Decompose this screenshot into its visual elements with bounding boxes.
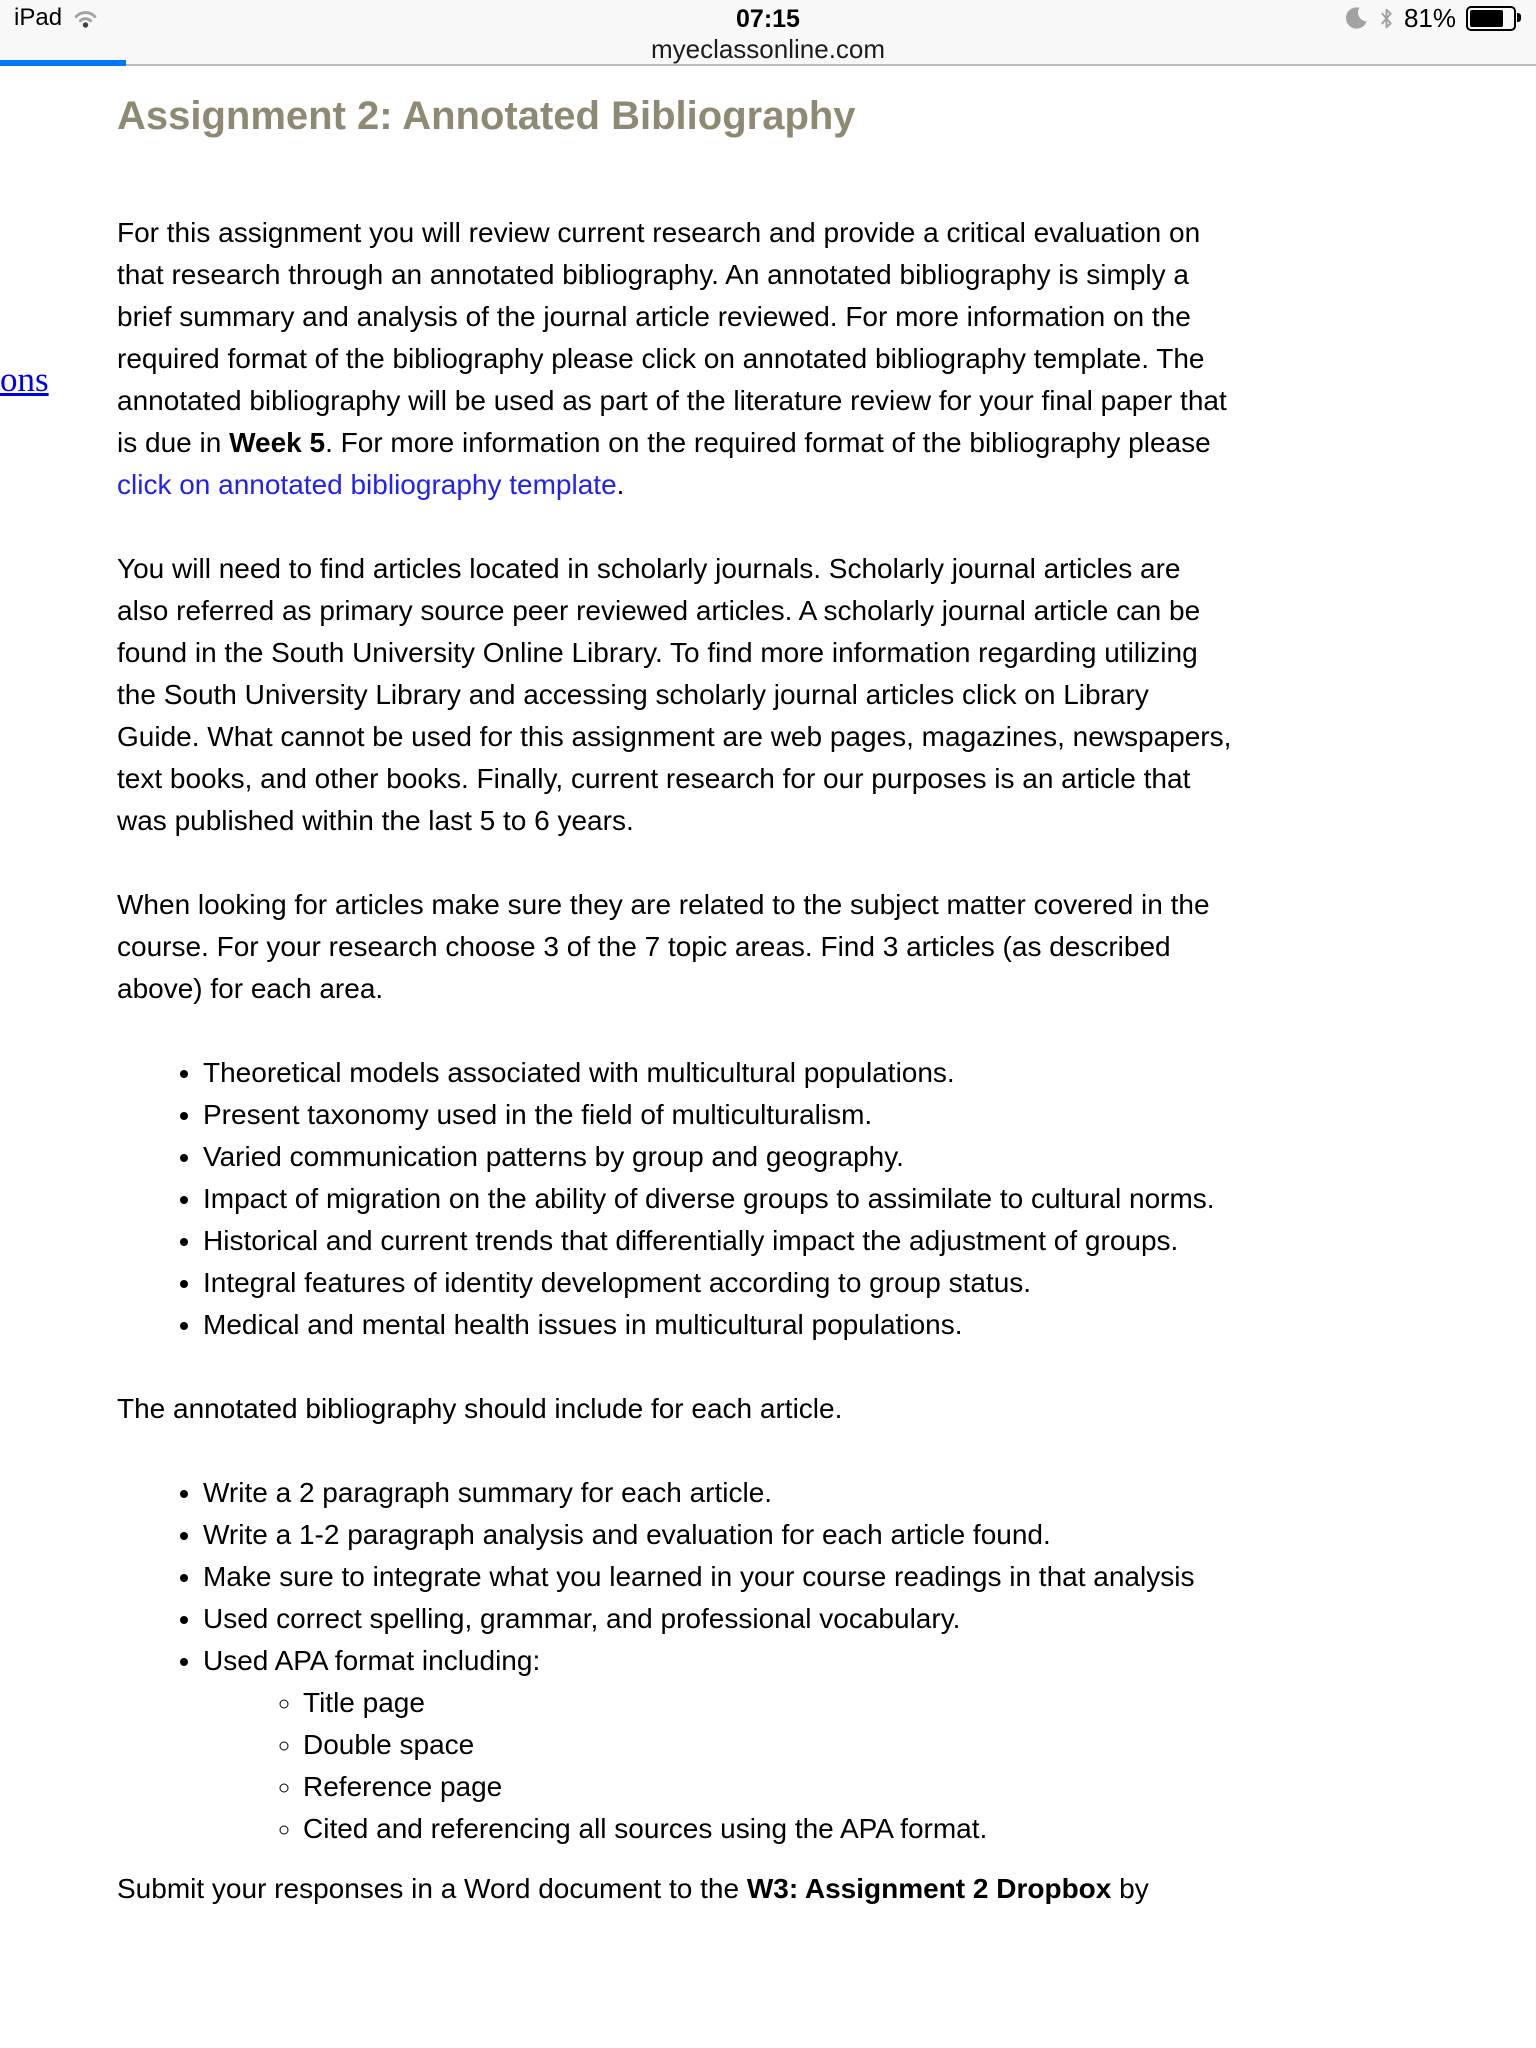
requirement-item-1: • Write a 2 paragraph summary for each article.: [203, 1472, 1237, 1514]
apa-sublist: [203, 1682, 1237, 1850]
topic-item-5: • Historical and current trends that differentially impact the adjustment of groups.: [203, 1220, 1237, 1262]
submission-text-1: Submit your responses in a Word document to the: [117, 1873, 747, 1904]
battery-nub: [1517, 13, 1521, 22]
page-body: [0, 92, 1536, 1910]
requirement-item-4: • Used correct spelling, grammar, and professional vocabulary.: [203, 1598, 1237, 1640]
clipped-side-link[interactable]: ons: [0, 360, 49, 399]
topic-item-1: • Theoretical models associated with multicultural populations.: [203, 1052, 1237, 1094]
battery-icon: [1466, 6, 1516, 31]
intro-text-1: For this assignment you will review current research and provide a critical evaluation on that research through an annotated bibliography. An annotated bibliography is simply a brief summary and analysis of the journal article reviewed. For more information on the required format of the bibliography please click on annotated bibliography template. The annotated bibliography will be used as part of the literature review for your final paper that is due in: [117, 217, 1227, 458]
intro-paragraph: [117, 212, 1237, 506]
scholarly-journals-paragraph: You will need to find articles located in scholarly journals. Scholarly journal articles are also referred as primary source peer reviewed articles. A scholarly journal article can be found in the South University Online Library. To find more information regarding utilizing the South University Library and accessing scholarly journal articles click on Library Guide. What cannot be used for this assignment are web pages, magazines, newspapers, text books, and other books. Finally, current research for our purposes is an article that was published within the last 5 to 6 years.: [117, 553, 1232, 836]
page-load-progress-bar: [0, 60, 126, 66]
topic-item-2: • Present taxonomy used in the field of multiculturalism.: [203, 1094, 1237, 1136]
annotated-bibliography-template-link[interactable]: click on annotated bibliography template: [117, 469, 617, 500]
topic-item-3: • Varied communication patterns by group and geography.: [203, 1136, 1237, 1178]
browser-chrome: [0, 0, 1536, 66]
apa-sub-item-2: ◦ Double space: [303, 1724, 1237, 1766]
domain-label: myeclassonline.com: [650, 34, 886, 64]
address-bar[interactable]: [0, 34, 1536, 64]
week5-bold-text: Week 5: [229, 427, 326, 458]
requirements-list: [117, 1472, 1237, 1850]
submission-text-2: by: [1111, 1873, 1149, 1904]
apa-format-label: Used APA format including:: [203, 1645, 541, 1676]
intro-text-3: .: [616, 469, 625, 500]
do-not-disturb-moon-icon: [1343, 5, 1369, 31]
page-title: Assignment 2: Annotated Bibliography: [117, 94, 856, 138]
topic-choice-paragraph: When looking for articles make sure they are related to the subject matter covered in the course. For your research choose 3 of the 7 topic areas. Find 3 articles (as described above) for each area.: [117, 889, 1210, 1004]
submission-paragraph: [117, 1868, 1237, 1910]
intro-text-2: . For more information on the required format of the bibliography please: [325, 427, 1211, 458]
topic-item-6: • Integral features of identity development according to group status.: [203, 1262, 1237, 1304]
assignment-content: [117, 92, 1237, 1910]
apa-sub-item-1: ◦ Title page: [303, 1682, 1237, 1724]
status-right-group: [1343, 3, 1522, 34]
status-left-group: [14, 4, 99, 32]
requirement-item-3: • Make sure to integrate what you learned in your course readings in that analysis: [203, 1556, 1237, 1598]
bluetooth-icon: [1379, 7, 1394, 30]
apa-sub-item-4: ◦ Cited and referencing all sources using the APA format.: [303, 1808, 1237, 1850]
topic-list: [117, 1052, 1237, 1346]
dropbox-bold-text: W3: Assignment 2 Dropbox: [746, 1873, 1112, 1904]
battery-percent-label: 81%: [1403, 2, 1456, 33]
topic-item-7: • Medical and mental health issues in multicultural populations.: [203, 1304, 1237, 1346]
topic-item-4: • Impact of migration on the ability of diverse groups to assimilate to cultural norms.: [203, 1178, 1237, 1220]
requirement-item-5: [203, 1640, 1237, 1850]
battery-fill: [1470, 10, 1503, 27]
include-intro-paragraph: The annotated bibliography should include for each article.: [117, 1393, 843, 1424]
wifi-icon: [72, 8, 99, 28]
clock-label: 07:15: [736, 5, 800, 33]
status-bar: [0, 0, 1536, 34]
device-label: iPad: [14, 4, 63, 31]
apa-sub-item-3: ◦ Reference page: [303, 1766, 1237, 1808]
requirement-item-2: • Write a 1-2 paragraph analysis and evaluation for each article found.: [203, 1514, 1237, 1556]
